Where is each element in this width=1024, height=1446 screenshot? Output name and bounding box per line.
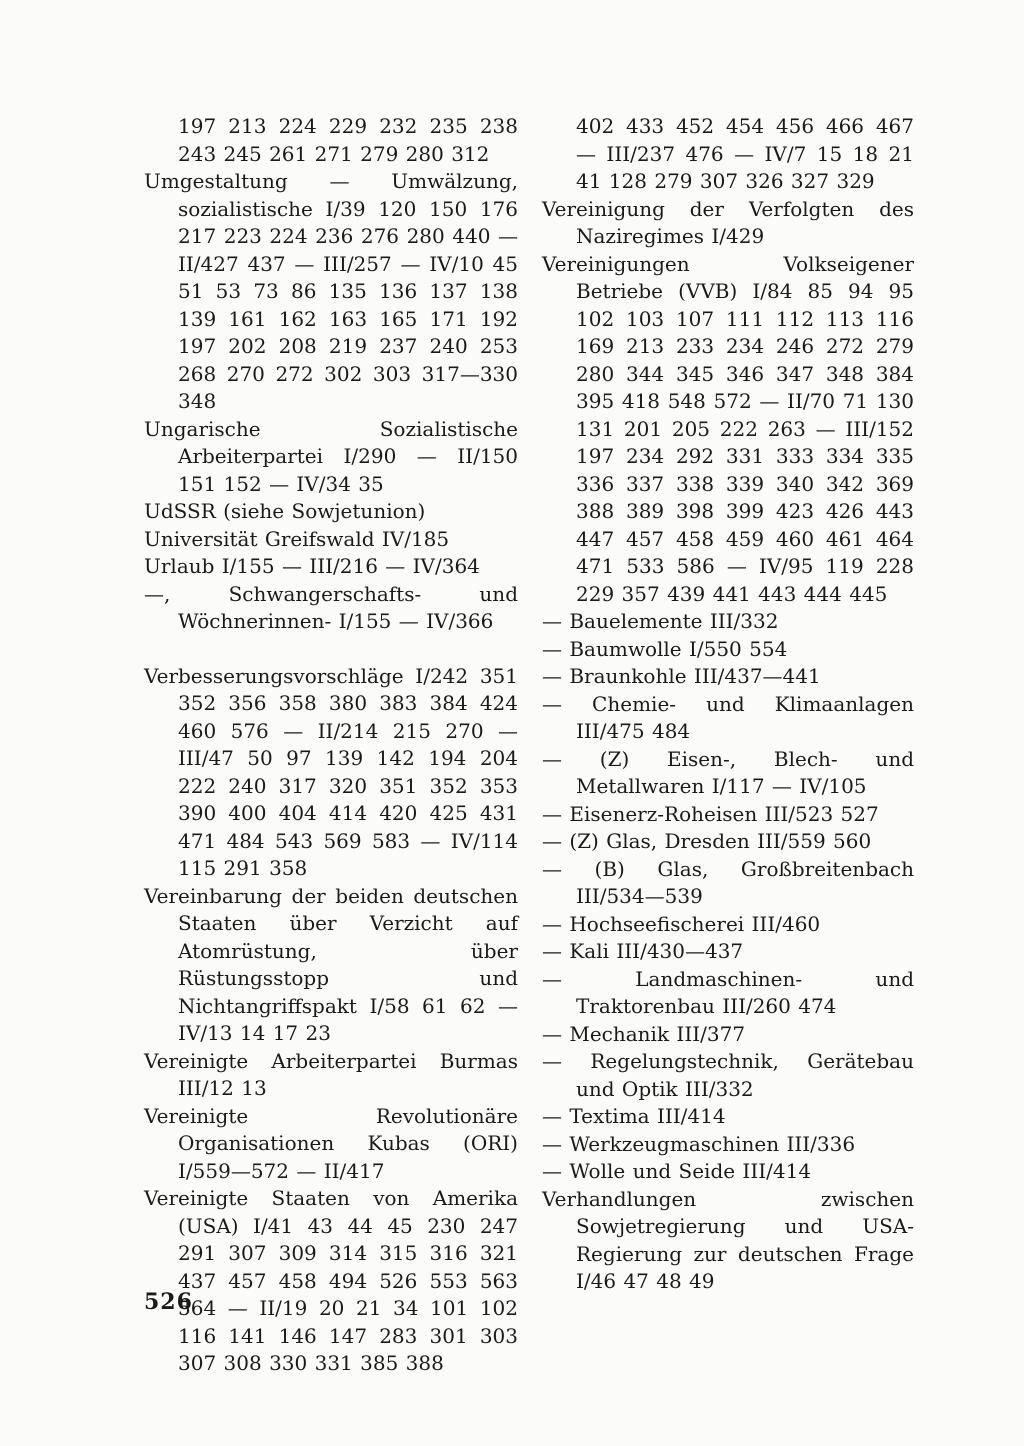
index-entry: Umgestaltung — Umwälzung, sozialistische I/39 120 150 176 217 223 224 236 276 280 440 — II/427 437 — III/257 — IV/10 45 51 53 73 86 135 136 137 138 139 161 162 163 165 171 192 197 202 208 219 237 240 253 268 270 272 302 303 317—330 348	[144, 169, 518, 413]
index-entry: Universität Greifswald IV/185	[144, 526, 450, 551]
index-entry: Vereinigte Revolutionäre Organisationen Kubas (ORI) I/559—572 — II/417	[144, 1103, 518, 1183]
index-entry-continuation: 197 213 224 229 232 235 238 243 245 261 271 279 280 312	[178, 114, 518, 166]
index-entry: — Textima III/414	[542, 1104, 726, 1128]
index-entry: Ungarische Sozialistische Arbeiterpartei I/290 — II/150 151 152 — IV/34 35	[144, 416, 518, 496]
index-entry: — Eisenerz-Roheisen III/523 527	[542, 801, 879, 826]
index-entry: — (Z) Glas, Dresden III/559 560	[542, 829, 872, 853]
index-entry: — Wolle und Seide III/414	[542, 1159, 812, 1183]
index-entry: Verhandlungen zwischen Sowjetregierung und USA-Regierung zur deutschen Frage I/46 47 48 49	[542, 1186, 914, 1293]
index-entry: — Kali III/430—437	[542, 939, 744, 963]
index-entry: Verbesserungsvorschläge I/242 351 352 356 358 380 383 384 424 460 576 — II/214 215 270 — III/47 50 97 139 142 194 204 222 240 317 320 351 352 353 390 400 404 414 420 425 431 471 484 543 569 583 — IV/114 115 291 358	[144, 663, 518, 880]
index-entry: —, Schwangerschafts- und Wöchnerinnen- I/155 — IV/366	[144, 581, 518, 633]
index-entry: — (Z) Eisen-, Blech- und Metallwaren I/117 — IV/105	[542, 746, 914, 798]
index-entry: Urlaub I/155 — III/216 — IV/364	[144, 554, 480, 578]
page-number: 526	[144, 1289, 193, 1315]
index-column-right	[542, 113, 914, 1296]
index-entry: — Bauelemente III/332	[542, 609, 779, 633]
index-column-left	[144, 113, 518, 1378]
index-entry: — Landmaschinen- und Traktorenbau III/260 474	[542, 966, 914, 1018]
index-entry: UdSSR (siehe Sowjetunion)	[144, 499, 426, 523]
index-entry: — Regelungstechnik, Gerätebau und Optik III/332	[542, 1049, 914, 1101]
index-entry: Vereinbarung der beiden deutschen Staaten über Verzicht auf Atomrüstung, über Rüstungsstopp und Nichtangriffspakt I/58 61 62 — IV/13 14 17 23	[144, 883, 518, 1045]
index-entry: Vereinigung der Verfolgten des Naziregimes I/429	[542, 196, 914, 248]
index-entry: — Braunkohle III/437—441	[542, 664, 821, 688]
index-entry: — Baumwolle I/550 554	[542, 636, 788, 661]
index-entry: — Hochseefischerei III/460	[542, 911, 821, 936]
index-entry: Vereinigungen Volkseigener Betriebe (VVB) I/84 85 94 95 102 103 107 111 112 113 116 169 213 233 234 246 272 279 280 344 345 346 347 348 384 395 418 548 572 — II/70 71 130 131 201 205 222 263 — III/152 197 234 292 331 333 334 335 336 337 338 339 340 342 369 388 389 398 399 423 426 443 447 457 458 459 460 461 464 471 533 586 — IV/95 119 228 229 357 439 441 443 444 445	[542, 251, 914, 606]
index-entry-continuation: 402 433 452 454 456 466 467 — III/237 476 — IV/7 15 18 21 41 128 279 307 326 327 329	[576, 114, 914, 193]
index-entry: — Chemie- und Klimaanlagen III/475 484	[542, 691, 914, 743]
index-entry: — Werkzeugmaschinen III/336	[542, 1131, 856, 1156]
index-entry: — (B) Glas, Großbreitenbach III/534—539	[542, 856, 914, 908]
index-entry: Vereinigte Staaten von Amerika (USA) I/41 43 44 45 230 247 291 307 309 314 315 316 321 437 457 458 494 526 553 563 564 — II/19 20 21 34 101 102 116 141 146 147 283 301 303 307 308 330 331 385 388	[144, 1186, 518, 1375]
index-entry: — Mechanik III/377	[542, 1021, 746, 1046]
entry-gap	[144, 636, 518, 663]
index-entry: Vereinigte Arbeiterpartei Burmas III/12 13	[144, 1048, 518, 1100]
